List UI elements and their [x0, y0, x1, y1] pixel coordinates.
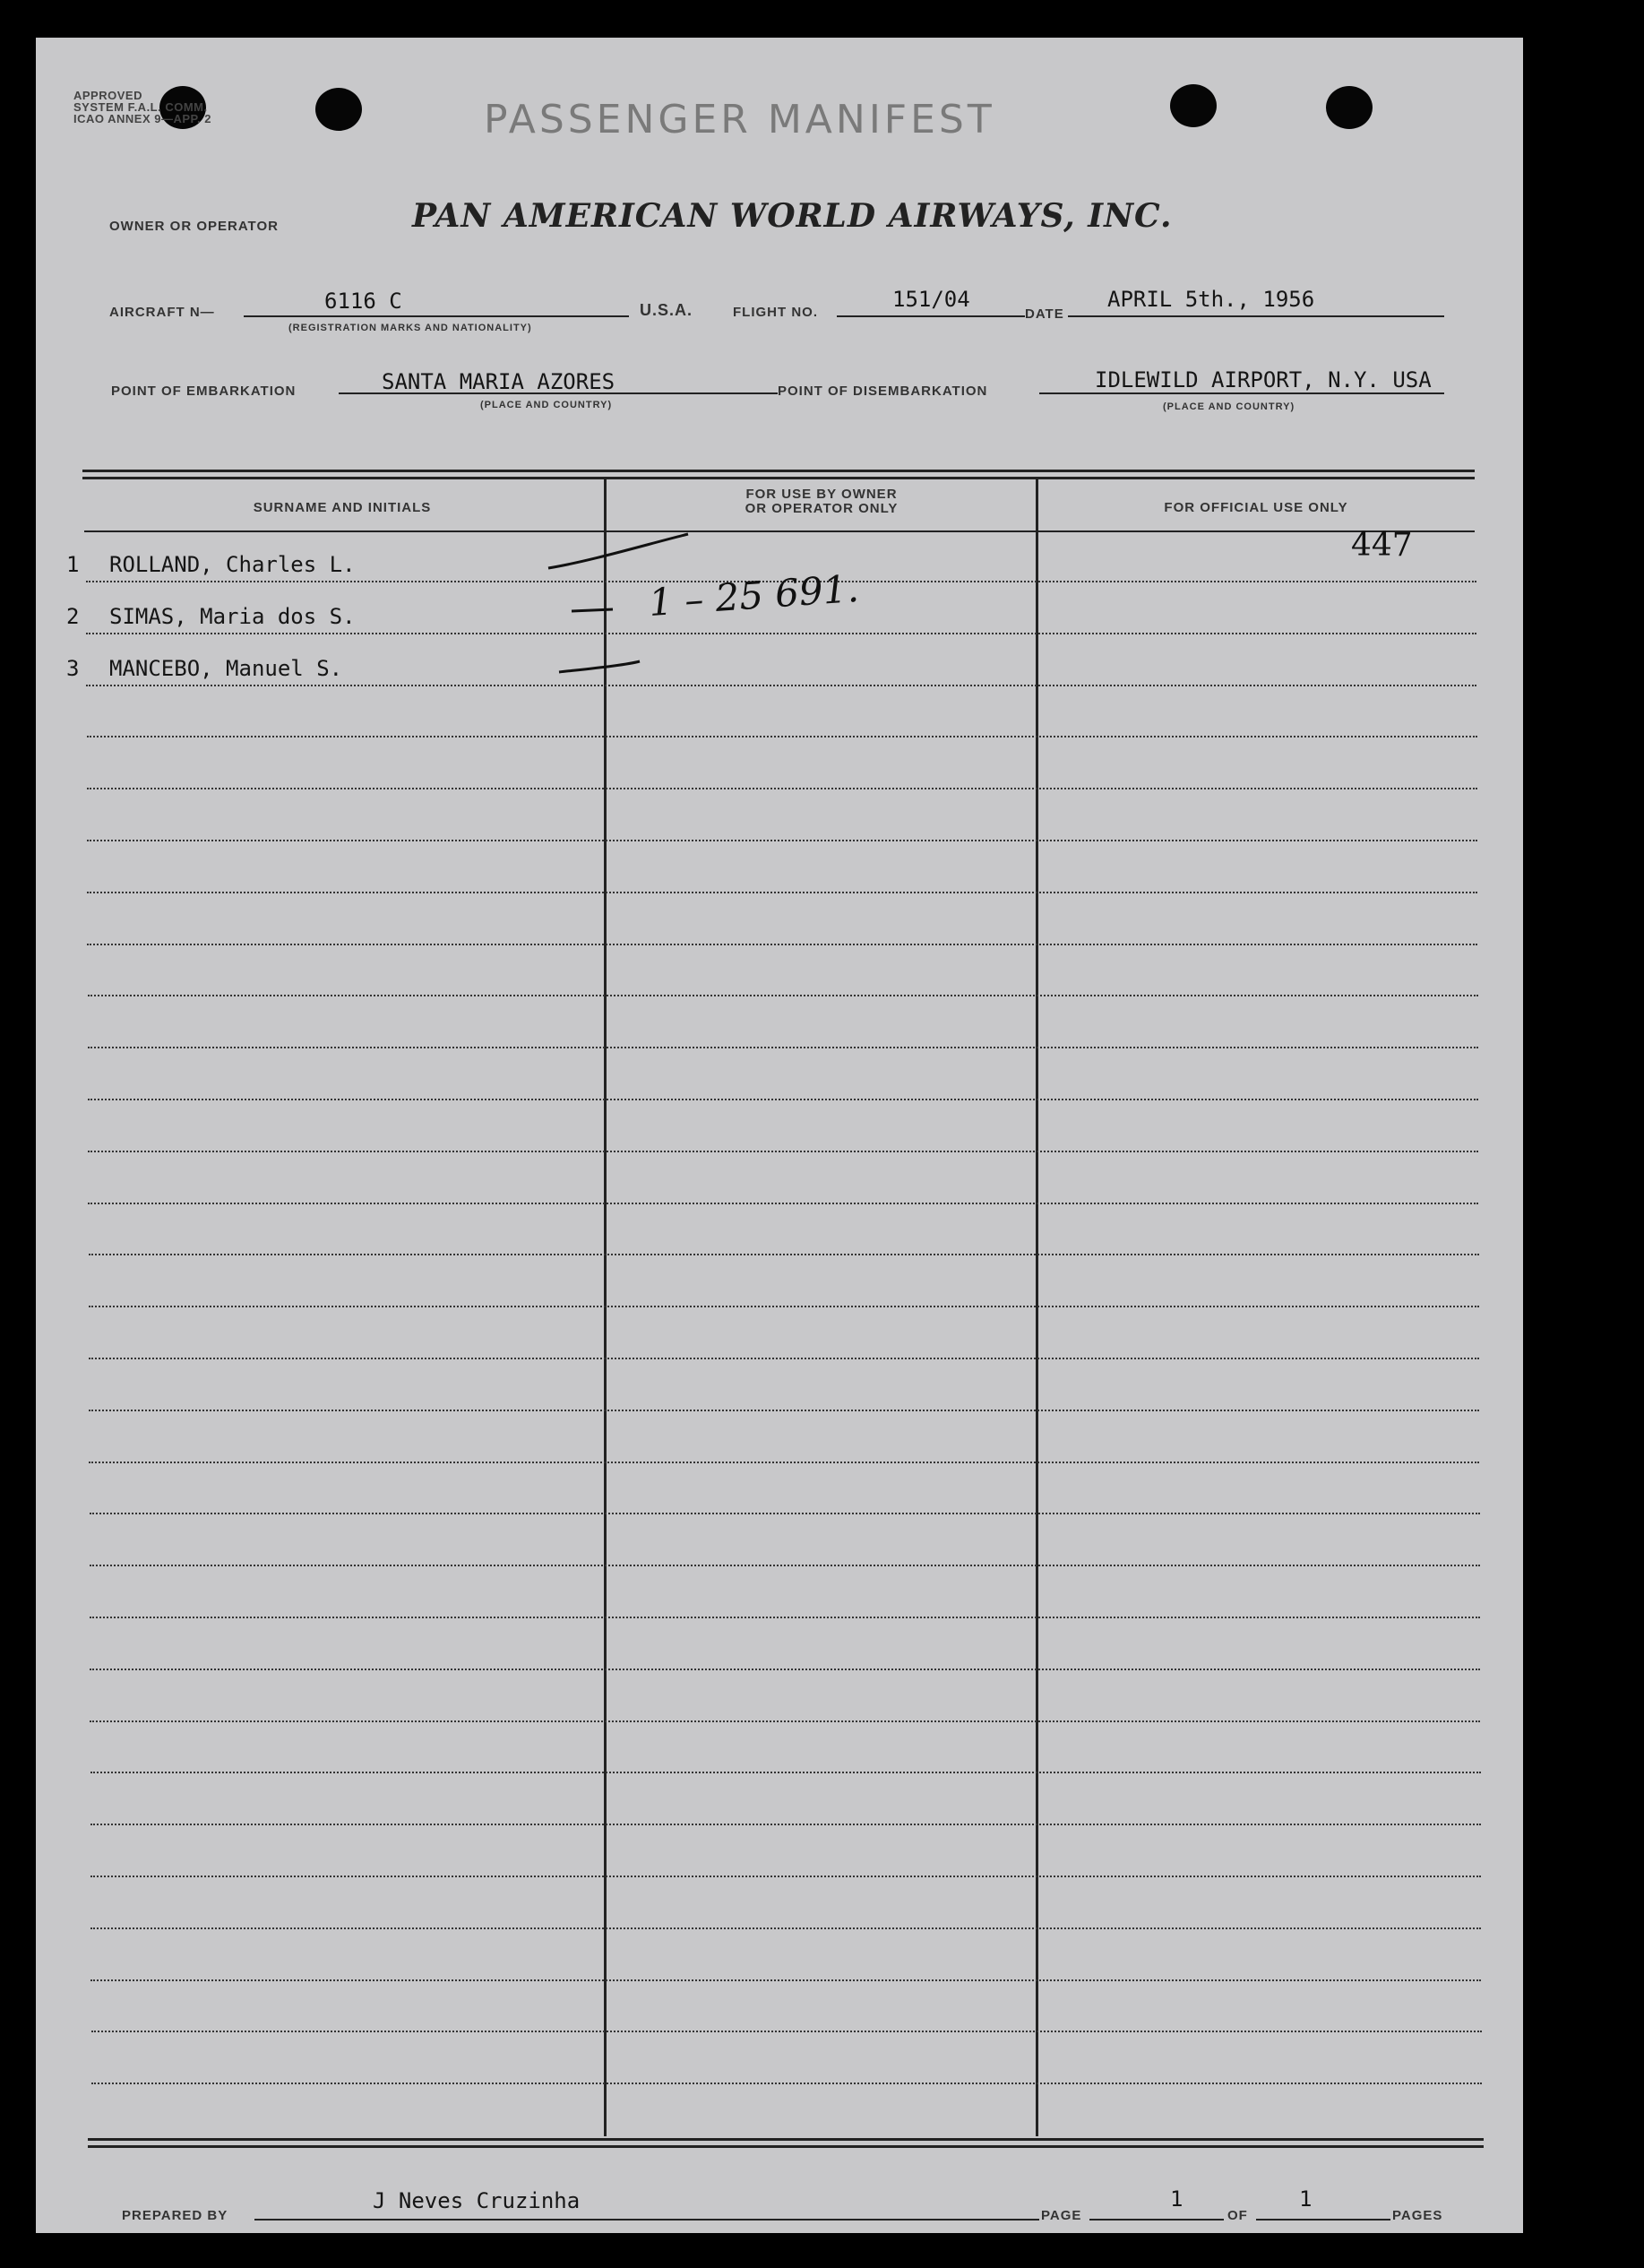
ruled-row-line: [90, 1565, 1480, 1566]
prepared-label: PREPARED BY: [122, 2208, 228, 2223]
ruled-row-line: [89, 1410, 1479, 1411]
ruled-row-line: [91, 2031, 1482, 2032]
passenger-name: SIMAS, Maria dos S.: [109, 604, 356, 629]
header-underline: [84, 530, 1475, 532]
ruled-row-line: [90, 1513, 1480, 1514]
flight-value: 151/04: [892, 287, 970, 312]
column-header-official: FOR OFFICIAL USE ONLY: [1164, 500, 1348, 515]
disembark-label: POINT OF DISEMBARKATION: [778, 384, 988, 399]
page-value: 1: [1170, 2186, 1184, 2212]
ruled-row-line: [87, 840, 1477, 841]
registration-sublabel: (REGISTRATION MARKS AND NATIONALITY): [288, 323, 532, 333]
ruled-row-line: [90, 1669, 1480, 1670]
column-header-name: SURNAME AND INITIALS: [253, 500, 432, 515]
ruled-row-line: [88, 995, 1478, 996]
column-header-owner: [607, 487, 1036, 516]
ruled-row-line: [88, 1203, 1478, 1204]
disembark-sublabel: (PLACE AND COUNTRY): [1163, 401, 1295, 412]
punch-hole: [1326, 86, 1373, 129]
approval-line: ICAO ANNEX 9—APP. 2: [73, 112, 211, 125]
ruled-row-line: [89, 1306, 1479, 1307]
ruled-row-line: [90, 1617, 1480, 1618]
aircraft-underline: [244, 315, 629, 317]
table-bottom-rule: [88, 2138, 1484, 2141]
of-underline: [1256, 2219, 1390, 2221]
operator-name: PAN AMERICAN WORLD AIRWAYS, INC.: [412, 197, 1173, 235]
row-number: 2: [66, 604, 80, 629]
ruled-row-line: [90, 1824, 1481, 1825]
ruled-row-line: [90, 1927, 1481, 1929]
disembark-value: IDLEWILD AIRPORT, N.Y. USA: [1095, 367, 1432, 392]
pen-stroke: [559, 661, 640, 672]
row-number: 1: [66, 552, 80, 577]
approval-note: [73, 90, 211, 125]
ruled-row-line: [90, 1720, 1480, 1722]
punch-hole: [315, 88, 362, 131]
embark-sublabel: (PLACE AND COUNTRY): [480, 400, 613, 410]
flight-underline: [837, 315, 1025, 317]
pages-label: PAGES: [1392, 2208, 1443, 2223]
ruled-row-line: [90, 1876, 1481, 1877]
pen-stroke: [572, 609, 613, 611]
ruled-row-line: [90, 1979, 1481, 1981]
of-label: OF: [1227, 2208, 1248, 2223]
ruled-row-line: [88, 1151, 1478, 1152]
form-title: PASSENGER MANIFEST: [484, 97, 995, 142]
handwritten-owner-note: 1 – 25 691.: [647, 565, 861, 625]
page-underline: [1089, 2219, 1224, 2221]
ruled-row-line: [87, 892, 1477, 893]
prepared-value: J Neves Cruzinha: [373, 2188, 581, 2213]
handwritten-official-note: 447: [1351, 527, 1413, 564]
ruled-row-line: [87, 944, 1477, 945]
flight-label: FLIGHT NO.: [733, 305, 818, 320]
aircraft-value: 6116 C: [324, 289, 402, 314]
table-top-rule: [82, 477, 1475, 479]
ruled-row-line: [87, 736, 1477, 737]
prepared-underline: [254, 2219, 1039, 2221]
ruled-row-line: [90, 1772, 1481, 1773]
nationality-value: U.S.A.: [640, 301, 693, 319]
passenger-name: MANCEBO, Manuel S.: [109, 656, 343, 681]
column-header-owner-line: OR OPERATOR ONLY: [745, 501, 899, 516]
punch-hole: [1170, 84, 1217, 127]
approval-line: APPROVED: [73, 89, 142, 102]
date-label: DATE: [1025, 306, 1064, 322]
ruled-row-line: [89, 1462, 1479, 1463]
ruled-row-line: [91, 2083, 1482, 2084]
pen-stroke: [548, 534, 688, 568]
pages-value: 1: [1299, 2186, 1313, 2212]
date-underline: [1068, 315, 1444, 317]
approval-line: SYSTEM F.A.L. COMM.: [73, 100, 208, 114]
disembark-underline: [1039, 392, 1444, 394]
passenger-name: ROLLAND, Charles L.: [109, 552, 356, 577]
embark-value: SANTA MARIA AZORES: [382, 369, 615, 394]
column-header-owner-line: FOR USE BY OWNER: [745, 487, 898, 502]
row-number: 3: [66, 656, 80, 681]
ruled-row-line: [89, 1254, 1479, 1255]
ruled-row-line: [87, 788, 1477, 789]
table-top-rule: [82, 470, 1475, 472]
owner-label: OWNER OR OPERATOR: [109, 219, 279, 234]
ruled-row-line: [86, 685, 1476, 686]
date-value: APRIL 5th., 1956: [1107, 287, 1315, 312]
page-label: PAGE: [1041, 2208, 1082, 2223]
ruled-row-line: [88, 1047, 1478, 1048]
table-bottom-rule: [88, 2145, 1484, 2148]
ruled-row-line: [86, 633, 1476, 634]
ruled-row-line: [89, 1358, 1479, 1359]
ruled-row-line: [88, 1099, 1478, 1100]
embark-label: POINT OF EMBARKATION: [111, 384, 297, 399]
aircraft-label: AIRCRAFT N—: [109, 305, 215, 320]
